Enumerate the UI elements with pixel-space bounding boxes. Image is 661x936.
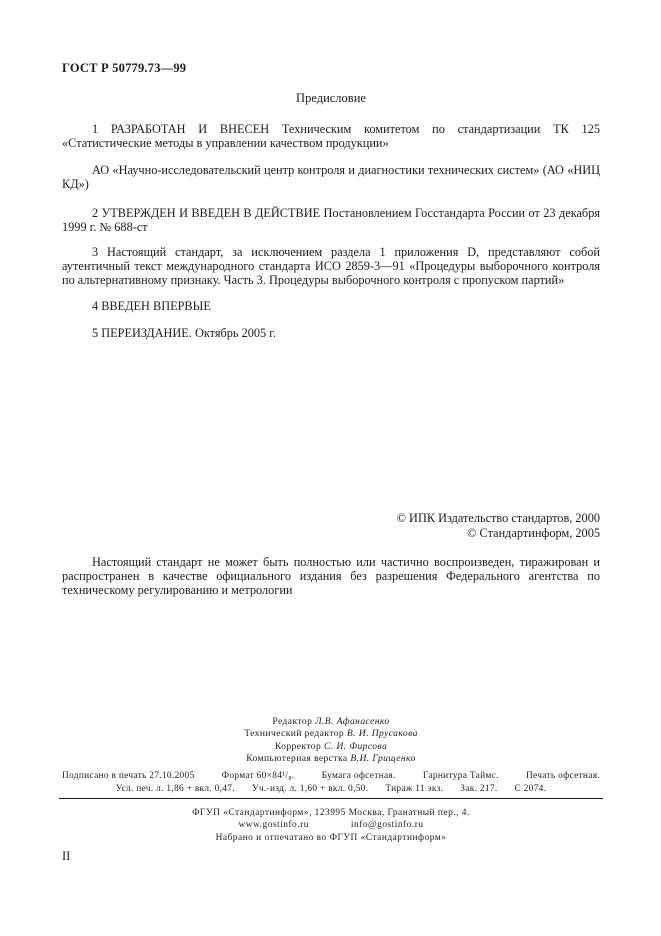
imprint-circulation: Тираж 11 экз. (385, 784, 444, 794)
preface-paragraph-5: 4 ВВЕДЕН ВПЕРВЫЕ (92, 299, 211, 313)
staff-name: В.И. Грищенко (350, 753, 416, 765)
standard-designation: ГОСТ Р 50779.73—99 (62, 61, 187, 75)
page-number: II (62, 849, 71, 863)
publisher-block (62, 807, 600, 844)
copyright-line-1: © ИПК Издательство стандартов, 2000 (396, 511, 600, 525)
staff-name: Л.В. Афанасенко (315, 716, 390, 727)
publisher-contacts (62, 819, 600, 831)
preface-title: Предисловие (296, 91, 366, 105)
imprint-pub-sheets: Уч.-изд. л. 1,60 + вкл. 0,50. (251, 784, 369, 794)
imprint-code: С 2074. (514, 784, 547, 794)
copyright-line-2: © Стандартинформ, 2005 (467, 525, 600, 540)
preface-paragraph-6: 5 ПЕРЕИЗДАНИЕ. Октябрь 2005 г. (92, 326, 276, 340)
imprint-order-number: Зак. 217. (460, 784, 498, 794)
staff-name: В. И. Прусакова (346, 728, 418, 740)
staff-role: Редактор (272, 716, 313, 727)
imprint-print-type: Печать офсетная. (525, 771, 600, 781)
imprint-line-1 (62, 771, 600, 781)
staff-role: Технический редактор (244, 728, 345, 740)
preface-paragraph-3: 2 УТВЕРЖДЕН И ВВЕДЕН В ДЕЙСТВИЕ Постановлением Госстандарта России от 23 декабря 1999 г. № 688-ст (62, 206, 600, 234)
publisher-email: info@gostinfo.ru (350, 820, 424, 831)
preface-paragraph-4: 3 Настоящий стандарт, за исключением раздела 1 приложения D, представляют собой аутентичный текст международного стандарта ИСО 2859-3—91 «Процедуры выборочного контроля по альтернативному признаку. Часть 3. Процедуры выборочного контроля с пропуском партий» (62, 245, 600, 287)
staff-row-technical-editor (62, 728, 600, 740)
publisher-website: www.gostinfo.ru (238, 820, 309, 831)
staff-row-proofreader (62, 741, 600, 753)
staff-role: Компьютерная верстка (246, 753, 348, 765)
imprint-paper: Бумага офсетная. (321, 771, 396, 781)
staff-name: С. И. Фирсова (324, 740, 388, 752)
imprint-typeface: Гарнитура Таймс. (422, 771, 499, 781)
copyright-block (62, 511, 600, 540)
horizontal-divider (59, 798, 603, 799)
imprint-print-sheets: Усл. печ. л. 1,86 + вкл. 0,47. (115, 784, 235, 794)
preface-paragraph-1: 1 РАЗРАБОТАН И ВНЕСЕН Техническим комитетом по стандартизации ТК 125 «Статистические методы в управлении качеством продукции» (62, 122, 600, 150)
imprint-line-2 (62, 784, 600, 794)
preface-paragraph-2: АО «Научно-исследовательский центр контроля и диагностики технических систем» (АО «НИЦ КД») (62, 163, 600, 191)
staff-role: Корректор (274, 740, 322, 752)
staff-row-editor (62, 716, 600, 728)
editorial-staff-block (62, 716, 600, 766)
publisher-note: Набрано и отпечатано во ФГУП «Стандартинформ» (215, 832, 447, 843)
imprint-format: Формат 60×84¹/₈. (221, 771, 295, 781)
reproduction-notice: Настоящий стандарт не может быть полностью или частично воспроизведен, тиражирован и распространен в качестве официального издания без разрешения Федерального агентства по техническому регулированию и метрологии (62, 555, 600, 597)
publisher-address: ФГУП «Стандартинформ», 123995 Москва, Гранатный пер., 4. (192, 808, 470, 818)
staff-row-layout (62, 753, 600, 765)
imprint-signed-date: Подписано в печать 27.10.2005 (62, 771, 195, 781)
